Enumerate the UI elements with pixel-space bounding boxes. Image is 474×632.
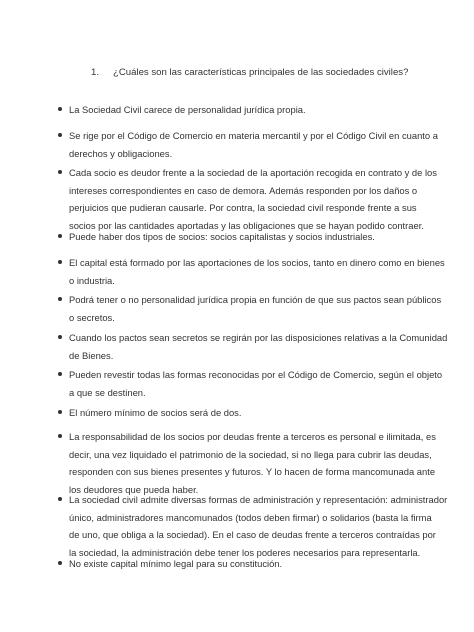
- bullet-text-line: a que se destinen.: [69, 386, 146, 398]
- bullet-dot-icon: [58, 234, 62, 238]
- bullet-text-line: Cuando los pactos sean secretos se regirán por las disposiciones relativas a la Comunidad: [69, 332, 448, 343]
- bullet-text-line: Cada socio es deudor frente a la sociedad de la aportación recogida en contrato y de los: [69, 167, 437, 178]
- bullet-dot-icon: [58, 434, 62, 438]
- bullet-text-line: Puede haber dos tipos de socios: socios capitalistas y socios industriales.: [69, 231, 375, 242]
- bullet-text: [69, 164, 437, 234]
- bullet-text-line: de uno, que obliga a la sociedad). En el caso de deudas frente a terceros contraídas por: [69, 529, 436, 541]
- question-heading: [91, 66, 408, 79]
- bullet-text-line: derechos y obligaciones.: [69, 147, 173, 159]
- bullet-text: [69, 428, 436, 498]
- question-number: 1.: [91, 67, 100, 78]
- bullet-dot-icon: [58, 497, 62, 501]
- bullet-dot-icon: [58, 107, 62, 111]
- bullet-dot-icon: [58, 170, 62, 174]
- bullet-dot-icon: [58, 410, 62, 414]
- bullet-text-line: No existe capital mínimo legal para su constitución.: [69, 558, 283, 569]
- bullet-text: [69, 254, 445, 289]
- bullet-dot-icon: [58, 335, 62, 339]
- bullet-text-line: los deudores que pueda haber.: [69, 483, 199, 495]
- bullet-text-line: La Sociedad Civil carece de personalidad jurídica propia.: [69, 104, 306, 115]
- bullet-text-line: Pueden revestir todas las formas reconocidas por el Código de Comercio, según el objeto: [69, 369, 443, 380]
- bullet-text-line: intereses correspondientes en caso de demora. Además responden por los daños o: [69, 184, 418, 196]
- bullet-text-line: de Bienes.: [69, 349, 114, 361]
- bullet-dot-icon: [58, 372, 62, 376]
- bullet-text-line: Podrá tener o no personalidad jurídica propia en función de que sus pactos sean públicos: [69, 294, 442, 305]
- bullet-text-line: la sociedad, la administración debe tener los poderes necesarios para representarla.: [69, 546, 421, 558]
- bullet-text-line: único, administradores mancomunados (todos deben firmar) o solidarios (basta la firma: [69, 511, 432, 523]
- bullet-text-line: o industria.: [69, 274, 115, 286]
- bullet-text-line: o secretos.: [69, 311, 115, 323]
- question-text: ¿Cuáles son las características principales de las sociedades civiles?: [113, 67, 409, 78]
- bullet-text: [69, 101, 416, 119]
- bullet-text-line: La responsabilidad de los socios por deudas frente a terceros es personal e ilimitada, es: [69, 431, 436, 442]
- bullet-dot-icon: [58, 297, 62, 301]
- bullet-text: [69, 329, 448, 364]
- bullet-text-line: La sociedad civil admite diversas formas de administración y representación: administrador: [69, 494, 448, 505]
- bullet-text: [69, 127, 438, 162]
- bullet-text: [69, 404, 416, 422]
- bullet-text-line: socios por las cantidades aportadas y las obligaciones que se hayan podido contraer.: [69, 219, 424, 231]
- bullet-text-line: El número mínimo de socios será de dos.: [69, 407, 242, 418]
- bullet-dot-icon: [58, 561, 62, 565]
- bullet-text-line: El capital está formado por las aportaciones de los socios, tanto en dinero como en bienes: [69, 257, 445, 268]
- bullet-text-line: decir, una vez liquidado el patrimonio de la sociedad, si no llega para cubrir las deudas,: [69, 448, 432, 460]
- bullet-text: [69, 366, 443, 401]
- bullet-text: [69, 228, 416, 246]
- bullet-text: [69, 291, 442, 326]
- bullet-dot-icon: [58, 260, 62, 264]
- bullet-text-line: responden con sus bienes presentes y futuros. Y lo hacen de forma mancomunada ante: [69, 466, 436, 478]
- bullet-text-line: perjuicios que pudieran causarle. Por contra, la sociedad civil responde frente a sus: [69, 202, 417, 214]
- bullet-dot-icon: [58, 133, 62, 137]
- bullet-text-line: Se rige por el Código de Comercio en materia mercantil y por el Código Civil en cuanto a: [69, 130, 438, 141]
- bullet-text: [69, 555, 416, 573]
- bullet-text: [69, 491, 448, 561]
